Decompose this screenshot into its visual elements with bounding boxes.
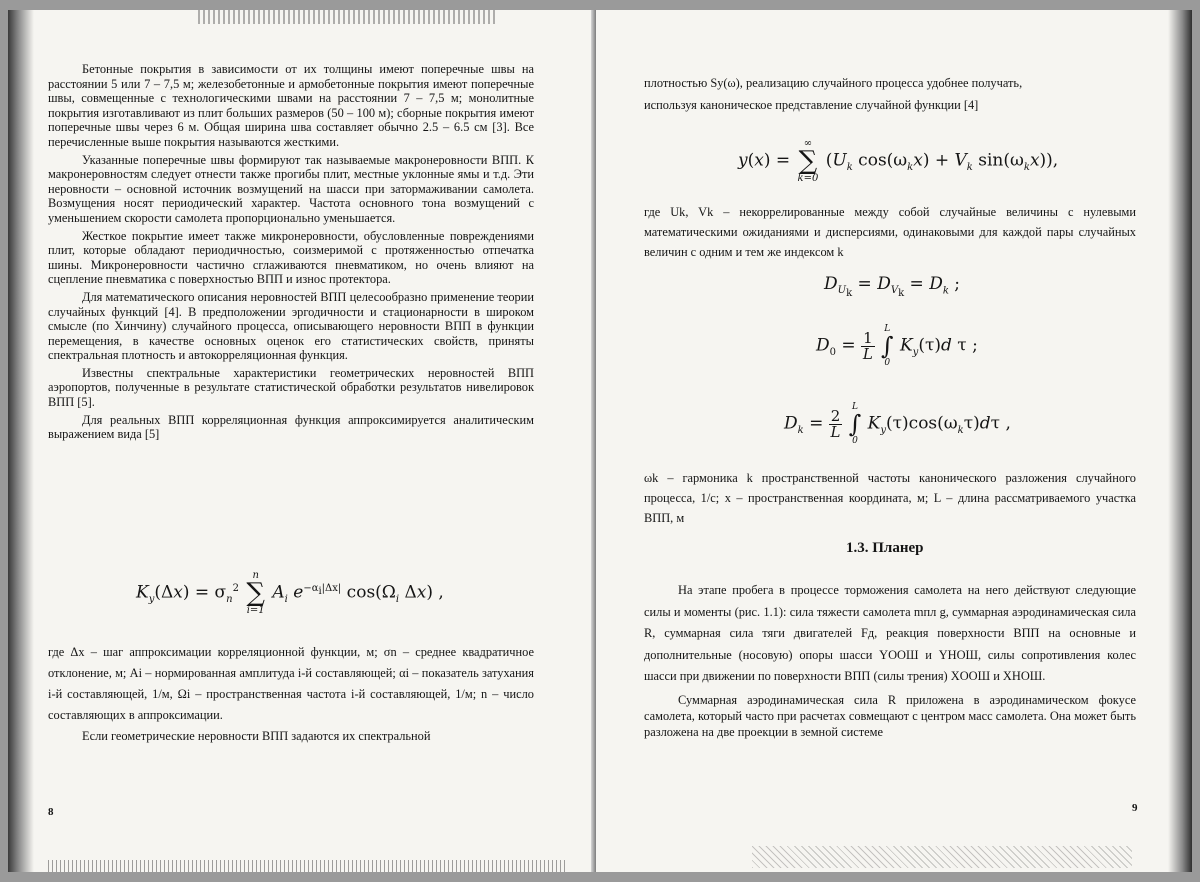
paragraph: Жесткое покрытие имеет также микронеровности, обусловленные повреждениями плит, которые обладают периодичностью, соизмеримой с протяженностью отпечатка шины. Микронеровности частично сглаживаются пневматиком, но очень влияют на сцепление пневматика с поверхностью ВПП и износ протектора.: [48, 228, 534, 287]
right-body-text: [644, 580, 1136, 740]
dispersion-formula: $D_{U_k} = D_{V_k} = D_k$ ;: [824, 274, 961, 300]
canonical-representation-formula: y(x) = ∞ ∑ k=0 ($U_k$ $\cos(\omega_kx) + V_k$ $\sin(\omega_kx)$),: [738, 138, 1059, 184]
scan-edge-right: [1168, 10, 1192, 872]
scan-noise: [752, 846, 1132, 868]
paragraph: Для математического описания неровностей ВПП целесообразно применение теории случайных функций [4]. В предположении эргодичности и стационарности в широком смысле (по Хинчину) случайного процесса, описывающего неровности ВПП в функции перемещения, в качестве основных оценок его статистических свойств, приняты спектральная плотность и автокорреляционная функция.: [48, 289, 534, 363]
right-page: [596, 10, 1192, 872]
right-where-text: [644, 202, 1136, 262]
paragraph: Указанные поперечные швы формируют так называемые макронеровности ВПП. К макронеровностям следует отнести также прогибы плит, местные уклонные ямы и т.д. Эти неровности – основной источник возмущений на шасси при затормаживании самолета. Возмущения носят периодический характер. Частота основного тона возмущений с уменьшением скорости самолета пропорционально уменьшается.: [48, 152, 534, 225]
left-page: [8, 10, 595, 872]
scan-noise: [198, 10, 498, 24]
paragraph: Бетонные покрытия в зависимости от их толщины имеют поперечные швы на расстоянии 5 или 7 – 7,5 м; железобетонные и армобетонные покрытия имеют поперечные швы, совмещенные с технологическими швами на расстоянии 7 – 7,5 м; монолитные покрытия изготавливают из плит больших размеров (50 – 100 м); сборные покрытия имеют поперечные швы через 6 м. Общая ширина шва составляет обычно 2.5 – 6.5 см [3]. Все перечисленные выше покрытия называются жесткими.: [48, 62, 534, 149]
text-line: плотностью Sy(ω), реализацию случайного процесса удобнее получать,: [644, 76, 1023, 90]
page-number: 9: [1132, 802, 1138, 814]
page-number: 8: [48, 806, 54, 818]
paragraph: Если геометрические неровности ВПП задаются их спектральной: [82, 729, 431, 743]
formula-legend: где Uk, Vk – некоррелированные между собой случайные величины с нулевыми математическими ожиданиями и дисперсиями, одинаковыми для каждой пары случайных величин с одним и тем же индексом k: [644, 205, 1136, 259]
left-where-text: [48, 642, 534, 747]
scan-noise: [48, 860, 568, 872]
paragraph: На этапе пробега в процессе торможения самолета на него действуют следующие силы и моменты (рис. 1.1): сила тяжести самолета mпл g, суммарная аэродинамическая сила R, суммарная сила тяги двигателей Fд, реакция поверхности ВПП на основные и дополнительные (носовую) опоры шасси YООШ и YНОШ, силы сопротивления колес шасси при движении по поверхности ВПП (силы трения) XООШ и XНОШ.: [644, 583, 1136, 683]
book-spread: [8, 10, 1192, 872]
paragraph: Известны спектральные характеристики геометрических неровностей ВПП аэропортов, полученные в результате статистической обработки результатов нивелировок ВПП [5].: [48, 365, 534, 410]
scan-edge-left: [8, 10, 34, 872]
left-body-text: [48, 62, 534, 442]
dk-formula: $D_k$ = $\frac{2}{L}$ L ∫ 0 $K_y(\tau)\cos(\omega_k\tau)d\tau$ ,: [784, 402, 1011, 446]
text-line: используя каноническое представление случайной функции [4]: [644, 98, 979, 112]
correlation-formula: $K_y(\Delta x) = \sigma_n^2$ n ∑ i=1 $A_i$ $e^{-\alpha_i|\Delta x|}$ $\cos(\Omega_i$ Δx) ,: [136, 570, 444, 616]
formula-legend: где Δx – шаг аппроксимации корреляционной функции, м; σn – среднее квадратичное отклонение, м; Ai – нормированная амплитуда i-й составляющей; αi – показатель затухания i-й составляющей, 1/м, Ωi – пространственная частота i-й составляющей, 1/м; n – число составляющих в аппроксимации.: [48, 645, 534, 722]
omega-legend-text: [644, 468, 1136, 528]
paragraph: Для реальных ВПП корреляционная функция аппроксимируется аналитическим выражением вида [5]: [48, 412, 534, 442]
paragraph: Суммарная аэродинамическая сила R приложена в аэродинамическом фокусе самолета, который часто при расчетах совмещают с центром масс самолета. Она может быть разложена на две проекции в земной системе: [644, 692, 1136, 739]
section-heading: 1.3. Планер: [846, 540, 924, 556]
d0-formula: $D_0$ = $\frac{1}{L}$ L ∫ 0 $K_y(\tau)d$ τ ;: [816, 324, 978, 368]
formula-legend: ωk – гармоника k пространственной частоты канонического разложения случайного процесса, 1/с; x – пространственная координата, м; L – длина рассматриваемого участка ВПП, м: [644, 471, 1136, 525]
right-intro-text: [644, 72, 1136, 116]
